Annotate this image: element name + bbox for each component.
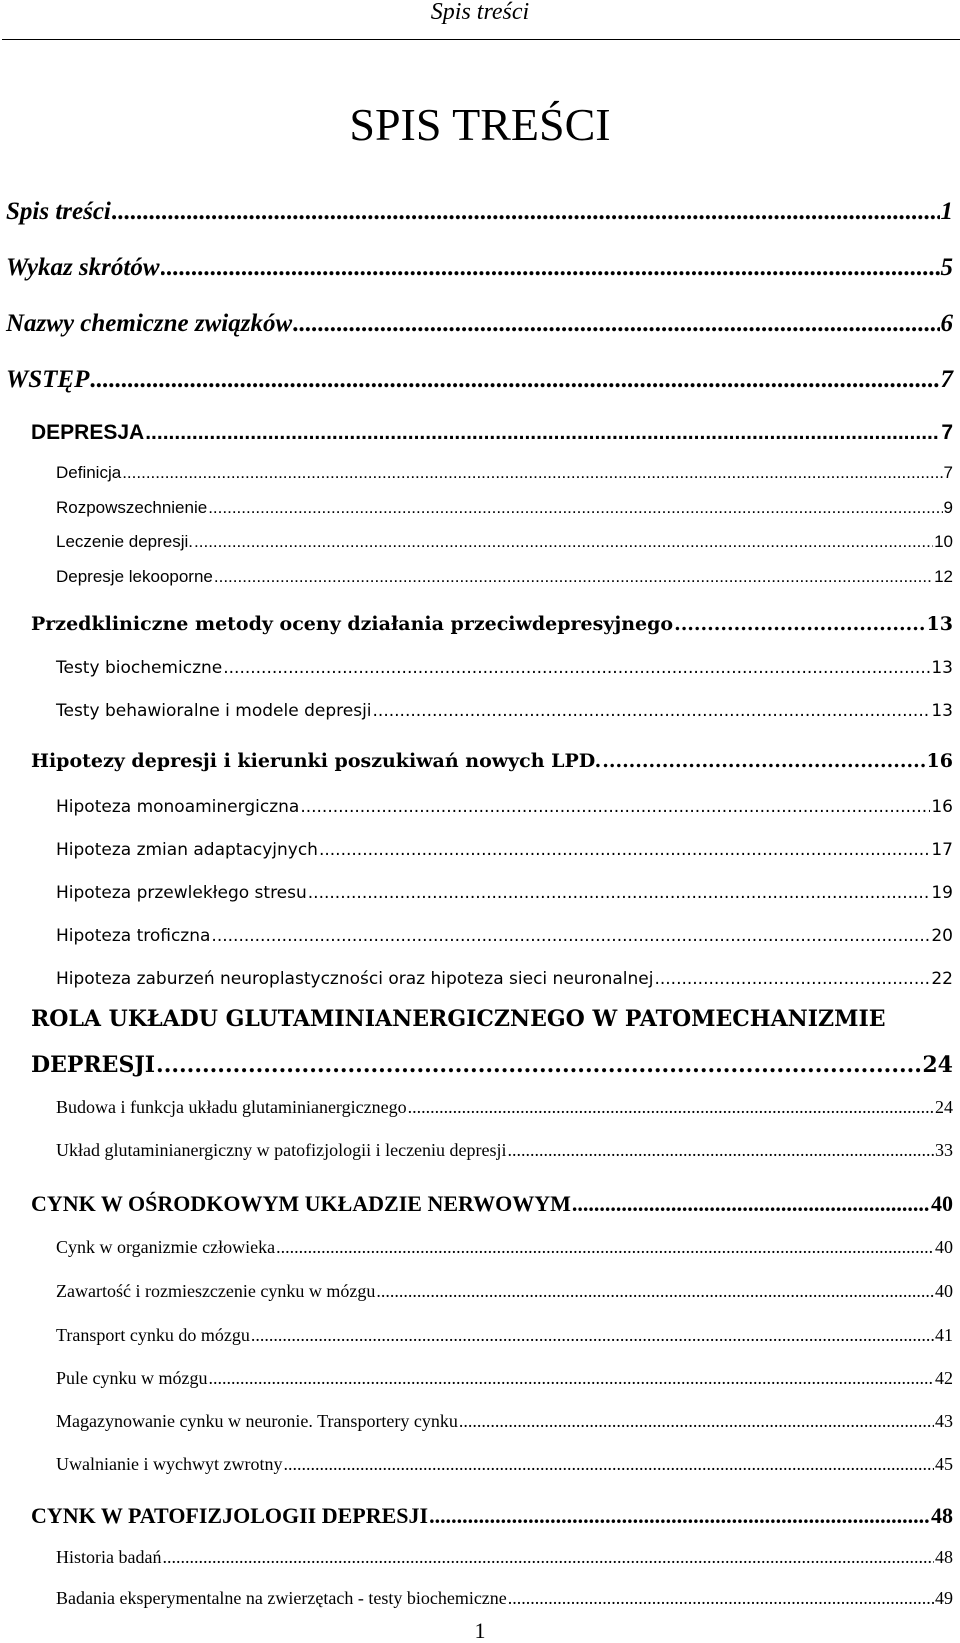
toc-entry-page: 13 [931, 658, 953, 678]
toc-entry-page: 24 [922, 1052, 953, 1078]
toc-entry-label: Leczenie depresji. [56, 532, 194, 551]
toc-entry-page: 40 [935, 1237, 953, 1257]
toc-entry-label: Definicja [56, 463, 122, 482]
toc-entry-page: 5 [940, 254, 953, 281]
toc-entry[interactable] [56, 498, 953, 518]
dot-leader [319, 840, 930, 860]
toc-entry-page: 24 [935, 1097, 953, 1117]
dot-leader [293, 310, 939, 338]
dot-leader [211, 926, 930, 946]
dot-leader [283, 1454, 934, 1475]
toc-entry-page: 12 [934, 567, 953, 586]
dot-leader [156, 1052, 921, 1078]
dot-leader [208, 498, 942, 518]
dot-leader [602, 750, 925, 772]
toc-entry[interactable] [56, 1368, 953, 1389]
dot-leader [145, 421, 940, 445]
toc-entry[interactable] [56, 658, 953, 678]
toc-entry-label: Testy behawioralne i modele depresji [56, 701, 372, 721]
toc-entry[interactable] [56, 1547, 953, 1568]
toc-entry-page: 20 [931, 926, 953, 946]
dot-leader [508, 1588, 934, 1609]
toc-entry-page: 6 [940, 310, 953, 337]
dot-leader [223, 658, 930, 678]
dot-leader [251, 1325, 934, 1346]
dot-leader [300, 797, 930, 817]
toc-entry[interactable] [56, 701, 953, 721]
toc-entry-page: 40 [935, 1281, 953, 1301]
toc-entry-label: Hipoteza zaburzeń neuroplastyczności oraz hipoteza sieci neuronalnej [56, 969, 654, 989]
toc-entry[interactable] [56, 532, 953, 552]
toc-entry-label: Układ glutaminianergiczny w patofizjologii i leczeniu depresji [56, 1140, 507, 1160]
toc-entry[interactable] [56, 1097, 953, 1118]
toc-entry-label: Cynk w organizmie człowieka [56, 1237, 276, 1257]
dot-leader [162, 1547, 934, 1568]
toc-entry[interactable] [31, 1191, 953, 1217]
toc-entry-label: DEPRESJA [31, 421, 145, 444]
toc-entry-label: Transport cynku do mózgu [56, 1325, 250, 1345]
dot-leader [408, 1097, 934, 1118]
dot-leader [373, 701, 931, 721]
toc-entry[interactable] [56, 1140, 953, 1161]
toc-entry[interactable] [56, 1281, 953, 1302]
toc-entry[interactable] [56, 463, 953, 483]
toc-entry-label: Hipoteza zmian adaptacyjnych [56, 840, 318, 860]
toc-entry-label: Wykaz skrótów [6, 254, 160, 281]
toc-entry-page: 40 [931, 1191, 953, 1216]
toc-entry-page: 7 [940, 366, 953, 393]
toc-entry-label: Rozpowszechnienie [56, 498, 208, 517]
toc-entry[interactable] [31, 613, 953, 635]
dot-leader [376, 1281, 934, 1302]
toc-entry-page: 9 [943, 498, 953, 517]
toc-entry-label: Budowa i funkcja układu glutaminianergicznego [56, 1097, 407, 1117]
toc-entry[interactable] [56, 926, 953, 946]
toc-entry[interactable] [56, 1411, 953, 1432]
toc-entry-label: Magazynowanie cynku w neuronie. Transportery cynku [56, 1411, 458, 1431]
toc-entry-page: 13 [926, 613, 953, 635]
toc-entry-label: Hipoteza monoaminergiczna [56, 797, 300, 817]
toc-entry-label: Depresje lekooporne [56, 567, 213, 586]
toc-entry-page: 7 [943, 463, 953, 482]
page-number: 1 [474, 1618, 486, 1643]
toc-entry[interactable] [56, 969, 953, 989]
running-header: Spis treści [430, 0, 530, 25]
toc-entry-label: Historia badań [56, 1547, 162, 1567]
toc-entry-label: Uwalnianie i wychwyt zwrotny [56, 1454, 283, 1474]
toc-entry[interactable] [6, 310, 953, 338]
toc-entry[interactable] [31, 1503, 953, 1529]
toc-entry[interactable] [56, 797, 953, 817]
toc-entry-label: CYNK W PATOFIZJOLOGII DEPRESJI [31, 1503, 429, 1528]
toc-entry[interactable] [56, 567, 953, 587]
toc-entry-page: 1 [940, 198, 953, 225]
dot-leader [508, 1140, 934, 1161]
dot-leader [459, 1411, 934, 1432]
toc-entry-label: DEPRESJI [31, 1052, 156, 1078]
dot-leader [214, 567, 933, 587]
dot-leader [572, 1191, 930, 1217]
toc-entry[interactable] [56, 1454, 953, 1475]
toc-entry-label-line1: ROLA UKŁADU GLUTAMINIANERGICZNEGO W PATOMECHANIZMIE [31, 1006, 886, 1032]
toc-entry[interactable] [31, 1052, 953, 1078]
toc-entry[interactable] [31, 750, 953, 772]
toc-entry-label: Spis treści [6, 198, 111, 225]
toc-entry[interactable] [31, 421, 953, 445]
toc-entry[interactable] [56, 1588, 953, 1609]
toc-entry[interactable] [56, 1325, 953, 1346]
toc-entry-page: 16 [931, 797, 953, 817]
toc-entry-page: 48 [931, 1503, 953, 1528]
toc-entry-label: Hipoteza przewlekłego stresu [56, 883, 307, 903]
toc-entry-page: 22 [931, 969, 953, 989]
toc-entry-page: 45 [935, 1454, 953, 1474]
dot-leader [208, 1368, 934, 1389]
toc-entry-label: CYNK W OŚRODKOWYM UKŁADZIE NERWOWYM [31, 1191, 571, 1216]
dot-leader [112, 198, 940, 226]
toc-entry-page: 16 [926, 750, 953, 772]
toc-entry-page: 17 [931, 840, 953, 860]
toc-entry-label: Badania eksperymentalne na zwierzętach - testy biochemiczne [56, 1588, 507, 1608]
toc-entry[interactable] [6, 198, 953, 226]
toc-entry-page: 49 [935, 1588, 953, 1608]
toc-entry[interactable] [6, 366, 953, 394]
dot-leader [308, 883, 931, 903]
dot-leader [429, 1503, 930, 1529]
toc-entry[interactable] [56, 1237, 953, 1258]
dot-leader [276, 1237, 934, 1258]
toc-entry[interactable] [56, 883, 953, 903]
toc-entry-label: WSTĘP [6, 366, 90, 393]
toc-entry-label: Testy biochemiczne [56, 658, 223, 678]
page-title: SPIS TREŚCI [349, 99, 611, 150]
toc-entry-page: 48 [935, 1547, 953, 1567]
toc-entry[interactable] [6, 254, 953, 282]
toc-entry-page: 33 [935, 1140, 953, 1160]
toc-entry-page: 13 [931, 701, 953, 721]
toc-entry-label: Przedkliniczne metody oceny działania przeciwdepresyjnego [31, 613, 674, 635]
toc-entry-page: 41 [935, 1325, 953, 1345]
toc-entry-label: Zawartość i rozmieszczenie cynku w mózgu [56, 1281, 376, 1301]
toc-entry-label: Hipoteza troficzna [56, 926, 211, 946]
dot-leader [674, 613, 925, 635]
toc-entry-page: 43 [935, 1411, 953, 1431]
toc-entry-label: Pule cynku w mózgu [56, 1368, 208, 1388]
toc-entry-page: 42 [935, 1368, 953, 1388]
toc-entry-label: Nazwy chemiczne związków [6, 310, 293, 337]
dot-leader [654, 969, 930, 989]
toc-entry-page: 10 [934, 532, 953, 551]
dot-leader [122, 463, 942, 483]
dot-leader [194, 532, 933, 552]
toc-entry-label: Hipotezy depresji i kierunki poszukiwań nowych LPD. [31, 750, 602, 772]
dot-leader [161, 254, 940, 282]
toc-entry-page: 7 [941, 421, 953, 444]
toc-entry[interactable] [56, 840, 953, 860]
toc-entry-page: 19 [931, 883, 953, 903]
dot-leader [90, 366, 939, 394]
